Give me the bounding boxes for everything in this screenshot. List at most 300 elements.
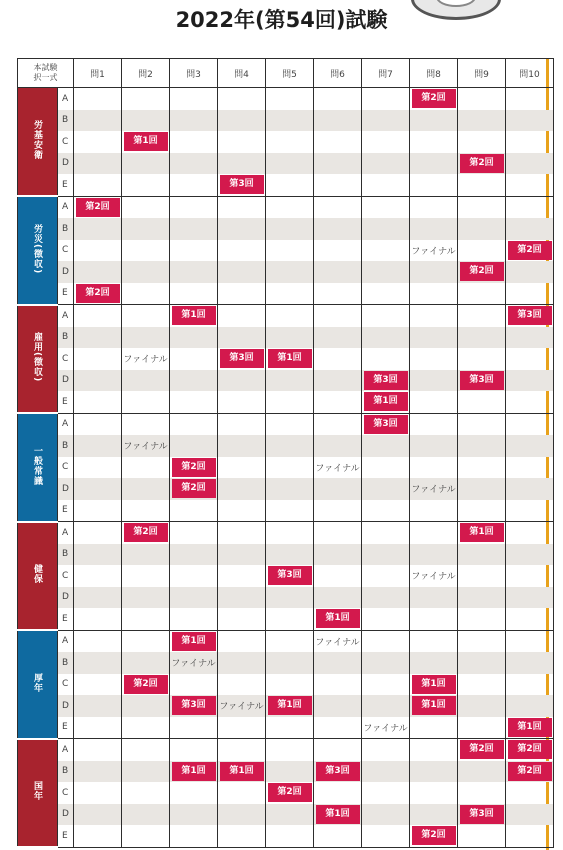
option-letter: B bbox=[58, 652, 74, 674]
answer-cell bbox=[266, 305, 314, 327]
option-letter: C bbox=[58, 240, 74, 262]
answer-cell bbox=[170, 500, 218, 522]
answer-cell bbox=[122, 283, 170, 305]
round-badge: 第2回 bbox=[124, 675, 168, 694]
answer-cell bbox=[410, 717, 458, 739]
answer-cell bbox=[362, 739, 410, 761]
answer-cell bbox=[170, 804, 218, 826]
subject-label bbox=[18, 630, 58, 739]
answer-cell bbox=[314, 608, 362, 630]
round-badge: 第1回 bbox=[268, 349, 312, 368]
subject-name: 厚年 bbox=[32, 672, 42, 693]
answer-cell bbox=[170, 196, 218, 218]
option-row bbox=[18, 804, 554, 826]
answer-cell bbox=[218, 88, 266, 110]
option-letter: A bbox=[58, 739, 74, 761]
answer-cell bbox=[74, 565, 122, 587]
answer-cell bbox=[314, 695, 362, 717]
answer-cell bbox=[458, 457, 506, 479]
answer-cell bbox=[410, 261, 458, 283]
answer-cell bbox=[410, 88, 458, 110]
answer-cell bbox=[170, 110, 218, 132]
option-letter: E bbox=[58, 608, 74, 630]
answer-cell bbox=[506, 565, 554, 587]
answer-cell bbox=[218, 717, 266, 739]
answer-cell bbox=[218, 739, 266, 761]
round-badge: 第2回 bbox=[172, 479, 216, 498]
option-letter: E bbox=[58, 717, 74, 739]
answer-cell bbox=[506, 825, 554, 847]
question-header: 問1 bbox=[74, 59, 122, 88]
answer-cell bbox=[74, 174, 122, 196]
answer-cell bbox=[266, 630, 314, 652]
answer-cell bbox=[218, 218, 266, 240]
answer-cell bbox=[170, 544, 218, 566]
answer-cell bbox=[362, 218, 410, 240]
option-row bbox=[18, 196, 554, 218]
round-badge: 第2回 bbox=[460, 154, 504, 173]
answer-cell bbox=[266, 522, 314, 544]
option-row bbox=[18, 240, 554, 262]
round-badge: 第3回 bbox=[364, 371, 408, 390]
round-badge: 第3回 bbox=[268, 566, 312, 585]
round-badge: 第2回 bbox=[76, 284, 120, 303]
answer-cell bbox=[458, 413, 506, 435]
answer-cell bbox=[410, 695, 458, 717]
answer-cell bbox=[122, 327, 170, 349]
answer-cell bbox=[410, 478, 458, 500]
answer-cell bbox=[410, 240, 458, 262]
option-letter: B bbox=[58, 327, 74, 349]
option-row bbox=[18, 761, 554, 783]
option-letter: B bbox=[58, 435, 74, 457]
answer-cell bbox=[74, 413, 122, 435]
answer-cell bbox=[74, 739, 122, 761]
option-letter: A bbox=[58, 413, 74, 435]
answer-cell bbox=[410, 370, 458, 392]
option-letter: C bbox=[58, 348, 74, 370]
option-row bbox=[18, 478, 554, 500]
answer-cell bbox=[458, 88, 506, 110]
round-badge: 第3回 bbox=[460, 371, 504, 390]
answer-cell bbox=[170, 608, 218, 630]
option-letter: C bbox=[58, 457, 74, 479]
answer-cell bbox=[314, 240, 362, 262]
answer-cell bbox=[122, 478, 170, 500]
answer-cell bbox=[218, 110, 266, 132]
option-row bbox=[18, 348, 554, 370]
round-badge: 第2回 bbox=[508, 241, 552, 260]
answer-cell bbox=[314, 674, 362, 696]
answer-cell bbox=[170, 522, 218, 544]
corner-label-line2: 択一式 bbox=[33, 73, 58, 82]
answer-cell bbox=[170, 391, 218, 413]
option-letter: D bbox=[58, 370, 74, 392]
answer-cell bbox=[74, 110, 122, 132]
answer-cell bbox=[362, 695, 410, 717]
answer-cell bbox=[458, 348, 506, 370]
option-row bbox=[18, 153, 554, 175]
option-letter: E bbox=[58, 825, 74, 847]
option-row bbox=[18, 327, 554, 349]
answer-cell bbox=[362, 478, 410, 500]
question-header: 問5 bbox=[266, 59, 314, 88]
answer-cell bbox=[410, 825, 458, 847]
answer-cell bbox=[458, 196, 506, 218]
subject-name: 雇用(徴収) bbox=[32, 332, 42, 383]
answer-cell bbox=[218, 804, 266, 826]
answer-cell bbox=[314, 196, 362, 218]
answer-cell bbox=[170, 261, 218, 283]
subject-label bbox=[18, 739, 58, 848]
answer-cell bbox=[506, 652, 554, 674]
answer-cell bbox=[458, 218, 506, 240]
option-row bbox=[18, 587, 554, 609]
answer-cell bbox=[122, 500, 170, 522]
subject-label bbox=[18, 522, 58, 631]
answer-cell bbox=[266, 608, 314, 630]
answer-cell bbox=[266, 348, 314, 370]
answer-cell bbox=[410, 522, 458, 544]
answer-cell bbox=[410, 110, 458, 132]
answer-cell bbox=[122, 674, 170, 696]
answer-cell bbox=[218, 240, 266, 262]
answer-cell bbox=[122, 370, 170, 392]
answer-cell bbox=[362, 174, 410, 196]
final-label: ファイナル bbox=[315, 463, 360, 474]
answer-cell bbox=[218, 608, 266, 630]
answer-cell bbox=[362, 88, 410, 110]
answer-cell bbox=[458, 782, 506, 804]
answer-cell bbox=[314, 327, 362, 349]
answer-cell bbox=[122, 174, 170, 196]
option-letter: E bbox=[58, 283, 74, 305]
answer-cell bbox=[410, 413, 458, 435]
answer-cell bbox=[218, 652, 266, 674]
answer-cell bbox=[266, 370, 314, 392]
answer-cell bbox=[362, 413, 410, 435]
answer-cell bbox=[362, 782, 410, 804]
answer-cell bbox=[74, 587, 122, 609]
answer-cell bbox=[74, 608, 122, 630]
answer-cell bbox=[122, 825, 170, 847]
answer-cell bbox=[362, 153, 410, 175]
round-badge: 第1回 bbox=[172, 762, 216, 781]
round-badge: 第1回 bbox=[412, 696, 456, 715]
round-badge: 第3回 bbox=[364, 415, 408, 434]
answer-cell bbox=[74, 804, 122, 826]
answer-cell bbox=[74, 218, 122, 240]
answer-cell bbox=[266, 196, 314, 218]
option-row bbox=[18, 305, 554, 327]
answer-cell bbox=[170, 348, 218, 370]
question-header: 問9 bbox=[458, 59, 506, 88]
option-letter: D bbox=[58, 804, 74, 826]
option-letter: C bbox=[58, 565, 74, 587]
option-row bbox=[18, 218, 554, 240]
question-header: 問6 bbox=[314, 59, 362, 88]
answer-cell bbox=[170, 218, 218, 240]
answer-cell bbox=[362, 457, 410, 479]
subject-name: 労災(徴収) bbox=[32, 223, 42, 274]
answer-cell bbox=[410, 457, 458, 479]
answer-cell bbox=[362, 327, 410, 349]
answer-cell bbox=[458, 739, 506, 761]
answer-cell bbox=[74, 478, 122, 500]
answer-cell bbox=[266, 804, 314, 826]
answer-cell bbox=[266, 218, 314, 240]
answer-cell bbox=[410, 782, 458, 804]
answer-cell bbox=[74, 305, 122, 327]
answer-cell bbox=[362, 652, 410, 674]
answer-cell bbox=[314, 739, 362, 761]
answer-cell bbox=[218, 131, 266, 153]
answer-cell bbox=[506, 88, 554, 110]
answer-cell bbox=[506, 804, 554, 826]
answer-cell bbox=[362, 608, 410, 630]
option-row bbox=[18, 500, 554, 522]
answer-cell bbox=[266, 761, 314, 783]
option-row bbox=[18, 717, 554, 739]
answer-cell bbox=[362, 825, 410, 847]
answer-cell bbox=[314, 348, 362, 370]
answer-cell bbox=[506, 174, 554, 196]
answer-cell bbox=[122, 544, 170, 566]
answer-cell bbox=[362, 283, 410, 305]
answer-cell bbox=[266, 131, 314, 153]
final-label: ファイナル bbox=[219, 702, 264, 713]
answer-cell bbox=[74, 500, 122, 522]
option-letter: A bbox=[58, 88, 74, 110]
answer-cell bbox=[362, 587, 410, 609]
answer-cell bbox=[218, 695, 266, 717]
answer-cell bbox=[506, 717, 554, 739]
answer-cell bbox=[410, 196, 458, 218]
answer-cell bbox=[362, 522, 410, 544]
answer-cell bbox=[410, 500, 458, 522]
answer-cell bbox=[218, 196, 266, 218]
answer-cell bbox=[218, 782, 266, 804]
round-badge: 第1回 bbox=[412, 675, 456, 694]
answer-cell bbox=[170, 153, 218, 175]
option-letter: C bbox=[58, 782, 74, 804]
answer-cell bbox=[122, 240, 170, 262]
answer-cell bbox=[218, 413, 266, 435]
answer-cell bbox=[218, 587, 266, 609]
answer-cell bbox=[74, 674, 122, 696]
subject-label bbox=[18, 413, 58, 522]
answer-cell bbox=[506, 435, 554, 457]
answer-cell bbox=[506, 674, 554, 696]
option-letter: E bbox=[58, 391, 74, 413]
answer-cell bbox=[458, 652, 506, 674]
answer-cell bbox=[506, 370, 554, 392]
final-label: ファイナル bbox=[411, 485, 456, 496]
answer-cell bbox=[506, 305, 554, 327]
answer-cell bbox=[410, 652, 458, 674]
round-badge: 第3回 bbox=[460, 805, 504, 824]
answer-cell bbox=[362, 435, 410, 457]
answer-cell bbox=[314, 825, 362, 847]
answer-cell bbox=[458, 674, 506, 696]
header-row bbox=[18, 59, 554, 88]
answer-cell bbox=[314, 88, 362, 110]
round-badge: 第2回 bbox=[460, 740, 504, 759]
answer-cell bbox=[362, 370, 410, 392]
answer-cell bbox=[170, 283, 218, 305]
answer-cell bbox=[266, 261, 314, 283]
answer-cell bbox=[458, 825, 506, 847]
answer-cell bbox=[458, 261, 506, 283]
answer-cell bbox=[266, 652, 314, 674]
option-row bbox=[18, 283, 554, 305]
round-badge: 第1回 bbox=[460, 523, 504, 542]
answer-cell bbox=[266, 565, 314, 587]
round-badge: 第2回 bbox=[412, 89, 456, 108]
answer-cell bbox=[218, 674, 266, 696]
answer-cell bbox=[170, 739, 218, 761]
answer-cell bbox=[122, 695, 170, 717]
answer-cell bbox=[410, 218, 458, 240]
answer-cell bbox=[410, 739, 458, 761]
answer-cell bbox=[218, 348, 266, 370]
subject-label bbox=[18, 305, 58, 414]
answer-cell bbox=[458, 131, 506, 153]
answer-cell bbox=[458, 240, 506, 262]
answer-cell bbox=[362, 110, 410, 132]
option-row bbox=[18, 522, 554, 544]
answer-cell bbox=[218, 544, 266, 566]
answer-cell bbox=[314, 522, 362, 544]
answer-cell bbox=[218, 761, 266, 783]
option-letter: D bbox=[58, 478, 74, 500]
answer-cell bbox=[362, 630, 410, 652]
answer-cell bbox=[314, 478, 362, 500]
answer-cell bbox=[314, 413, 362, 435]
answer-cell bbox=[122, 110, 170, 132]
answer-cell bbox=[122, 348, 170, 370]
question-header: 問4 bbox=[218, 59, 266, 88]
corner-label bbox=[18, 59, 74, 88]
option-letter: A bbox=[58, 305, 74, 327]
answer-cell bbox=[74, 327, 122, 349]
answer-cell bbox=[362, 717, 410, 739]
answer-cell bbox=[218, 153, 266, 175]
answer-cell bbox=[458, 761, 506, 783]
round-badge: 第1回 bbox=[268, 696, 312, 715]
corner-label-line1: 本試験 bbox=[33, 63, 58, 72]
answer-cell bbox=[314, 630, 362, 652]
round-badge: 第2回 bbox=[508, 740, 552, 759]
exam-table bbox=[17, 58, 554, 848]
answer-cell bbox=[122, 391, 170, 413]
answer-cell bbox=[458, 587, 506, 609]
answer-cell bbox=[74, 131, 122, 153]
answer-cell bbox=[218, 174, 266, 196]
answer-cell bbox=[314, 110, 362, 132]
answer-cell bbox=[170, 825, 218, 847]
answer-cell bbox=[170, 240, 218, 262]
answer-cell bbox=[506, 587, 554, 609]
answer-cell bbox=[314, 370, 362, 392]
answer-cell bbox=[362, 761, 410, 783]
answer-cell bbox=[122, 261, 170, 283]
option-letter: A bbox=[58, 630, 74, 652]
answer-cell bbox=[410, 608, 458, 630]
option-row bbox=[18, 565, 554, 587]
answer-cell bbox=[458, 500, 506, 522]
answer-cell bbox=[170, 88, 218, 110]
answer-cell bbox=[458, 305, 506, 327]
answer-cell bbox=[314, 261, 362, 283]
final-label: ファイナル bbox=[123, 355, 168, 366]
answer-cell bbox=[410, 391, 458, 413]
answer-cell bbox=[122, 218, 170, 240]
answer-cell bbox=[506, 544, 554, 566]
answer-cell bbox=[410, 283, 458, 305]
answer-cell bbox=[314, 457, 362, 479]
final-label: ファイナル bbox=[123, 442, 168, 453]
answer-cell bbox=[506, 240, 554, 262]
round-badge: 第3回 bbox=[220, 349, 264, 368]
option-letter: E bbox=[58, 174, 74, 196]
round-badge: 第2回 bbox=[460, 262, 504, 281]
answer-cell bbox=[122, 565, 170, 587]
answer-cell bbox=[314, 435, 362, 457]
option-row bbox=[18, 630, 554, 652]
answer-cell bbox=[362, 500, 410, 522]
answer-cell bbox=[410, 761, 458, 783]
answer-cell bbox=[458, 804, 506, 826]
answer-cell bbox=[506, 131, 554, 153]
answer-cell bbox=[362, 240, 410, 262]
round-badge: 第1回 bbox=[172, 306, 216, 325]
answer-cell bbox=[458, 110, 506, 132]
option-letter: B bbox=[58, 218, 74, 240]
answer-cell bbox=[218, 327, 266, 349]
answer-cell bbox=[266, 457, 314, 479]
answer-cell bbox=[506, 630, 554, 652]
answer-cell bbox=[362, 305, 410, 327]
round-badge: 第2回 bbox=[412, 826, 456, 845]
answer-cell bbox=[362, 391, 410, 413]
answer-cell bbox=[314, 804, 362, 826]
round-badge: 第1回 bbox=[124, 132, 168, 151]
answer-cell bbox=[506, 218, 554, 240]
round-badge: 第3回 bbox=[508, 306, 552, 325]
answer-cell bbox=[170, 674, 218, 696]
answer-cell bbox=[74, 544, 122, 566]
answer-cell bbox=[74, 153, 122, 175]
answer-cell bbox=[506, 500, 554, 522]
answer-cell bbox=[410, 565, 458, 587]
answer-cell bbox=[74, 782, 122, 804]
answer-cell bbox=[458, 544, 506, 566]
answer-cell bbox=[506, 782, 554, 804]
answer-cell bbox=[362, 804, 410, 826]
option-row bbox=[18, 544, 554, 566]
answer-cell bbox=[266, 153, 314, 175]
answer-cell bbox=[506, 522, 554, 544]
final-label: ファイナル bbox=[315, 637, 360, 648]
answer-cell bbox=[458, 435, 506, 457]
answer-cell bbox=[170, 305, 218, 327]
answer-cell bbox=[122, 413, 170, 435]
round-badge: 第1回 bbox=[220, 762, 264, 781]
option-row bbox=[18, 652, 554, 674]
answer-cell bbox=[74, 261, 122, 283]
answer-cell bbox=[506, 457, 554, 479]
